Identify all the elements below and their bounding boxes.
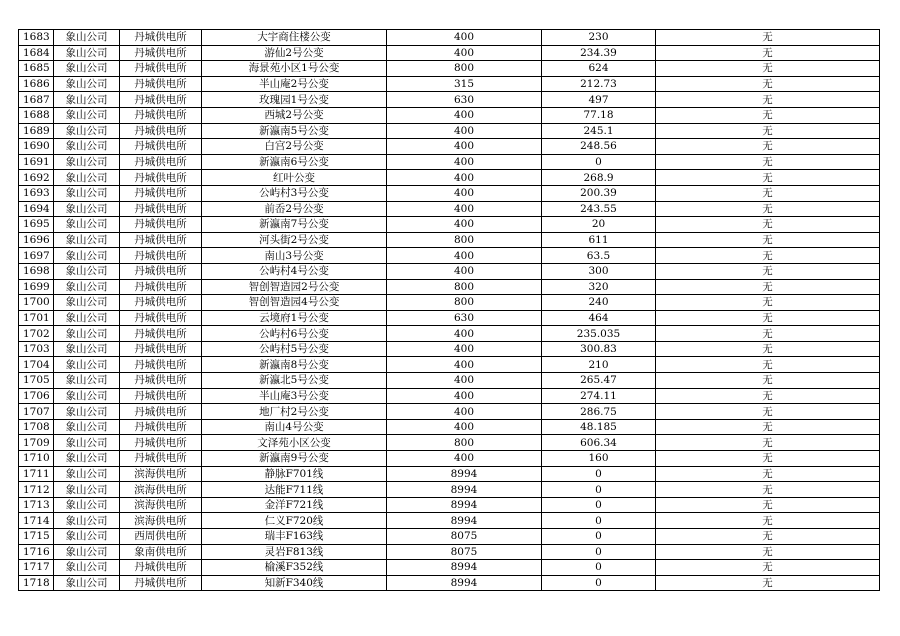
table-row (19, 217, 880, 233)
note-cell: 无 (656, 92, 880, 108)
station-cell: 西周供电所 (120, 529, 202, 545)
value-cell: 243.55 (542, 201, 656, 217)
name-cell: 新瀛南9号公变 (202, 451, 387, 467)
row-number: 1693 (19, 185, 54, 201)
value-cell: 200.39 (542, 185, 656, 201)
note-cell: 无 (656, 30, 880, 46)
company-cell: 象山公司 (54, 295, 120, 311)
station-cell: 丹城供电所 (120, 201, 202, 217)
station-cell: 丹城供电所 (120, 248, 202, 264)
value-cell: 235.035 (542, 326, 656, 342)
capacity-cell: 400 (387, 341, 542, 357)
capacity-cell: 630 (387, 92, 542, 108)
row-number: 1699 (19, 279, 54, 295)
name-cell: 知新F340线 (202, 575, 387, 591)
table-row (19, 388, 880, 404)
value-cell: 160 (542, 451, 656, 467)
company-cell: 象山公司 (54, 560, 120, 576)
station-cell: 丹城供电所 (120, 357, 202, 373)
table-row (19, 560, 880, 576)
station-cell: 丹城供电所 (120, 107, 202, 123)
note-cell: 无 (656, 451, 880, 467)
value-cell: 240 (542, 295, 656, 311)
capacity-cell: 400 (387, 248, 542, 264)
company-cell: 象山公司 (54, 451, 120, 467)
company-cell: 象山公司 (54, 326, 120, 342)
name-cell: 海景苑小区1号公变 (202, 61, 387, 77)
value-cell: 245.1 (542, 123, 656, 139)
company-cell: 象山公司 (54, 232, 120, 248)
note-cell: 无 (656, 154, 880, 170)
value-cell: 286.75 (542, 404, 656, 420)
station-cell: 丹城供电所 (120, 451, 202, 467)
value-cell: 0 (542, 466, 656, 482)
row-number: 1708 (19, 419, 54, 435)
station-cell: 丹城供电所 (120, 123, 202, 139)
name-cell: 公屿村5号公变 (202, 341, 387, 357)
name-cell: 榆溪F352线 (202, 560, 387, 576)
note-cell: 无 (656, 279, 880, 295)
note-cell: 无 (656, 326, 880, 342)
company-cell: 象山公司 (54, 279, 120, 295)
station-cell: 丹城供电所 (120, 154, 202, 170)
company-cell: 象山公司 (54, 76, 120, 92)
company-cell: 象山公司 (54, 357, 120, 373)
capacity-cell: 400 (387, 217, 542, 233)
note-cell: 无 (656, 61, 880, 77)
note-cell: 无 (656, 295, 880, 311)
name-cell: 南山4号公变 (202, 419, 387, 435)
note-cell: 无 (656, 107, 880, 123)
value-cell: 0 (542, 529, 656, 545)
station-cell: 丹城供电所 (120, 295, 202, 311)
row-number: 1718 (19, 575, 54, 591)
row-number: 1697 (19, 248, 54, 264)
station-cell: 象南供电所 (120, 544, 202, 560)
name-cell: 河头街2号公变 (202, 232, 387, 248)
table-row (19, 373, 880, 389)
value-cell: 234.39 (542, 45, 656, 61)
row-number: 1694 (19, 201, 54, 217)
station-cell: 丹城供电所 (120, 419, 202, 435)
company-cell: 象山公司 (54, 139, 120, 155)
capacity-cell: 8994 (387, 482, 542, 498)
name-cell: 瑞丰F163线 (202, 529, 387, 545)
company-cell: 象山公司 (54, 544, 120, 560)
table-row (19, 435, 880, 451)
value-cell: 230 (542, 30, 656, 46)
name-cell: 新瀛南6号公变 (202, 154, 387, 170)
station-cell: 丹城供电所 (120, 217, 202, 233)
company-cell: 象山公司 (54, 61, 120, 77)
station-cell: 丹城供电所 (120, 310, 202, 326)
name-cell: 静脉F701线 (202, 466, 387, 482)
row-number: 1714 (19, 513, 54, 529)
note-cell: 无 (656, 248, 880, 264)
table-row (19, 497, 880, 513)
table-row (19, 263, 880, 279)
company-cell: 象山公司 (54, 154, 120, 170)
company-cell: 象山公司 (54, 107, 120, 123)
row-number: 1716 (19, 544, 54, 560)
note-cell: 无 (656, 466, 880, 482)
note-cell: 无 (656, 123, 880, 139)
row-number: 1704 (19, 357, 54, 373)
note-cell: 无 (656, 201, 880, 217)
capacity-cell: 400 (387, 373, 542, 389)
company-cell: 象山公司 (54, 575, 120, 591)
name-cell: 大宇商住楼公变 (202, 30, 387, 46)
name-cell: 云境府1号公变 (202, 310, 387, 326)
row-number: 1713 (19, 497, 54, 513)
company-cell: 象山公司 (54, 30, 120, 46)
name-cell: 灵岩F813线 (202, 544, 387, 560)
station-cell: 丹城供电所 (120, 170, 202, 186)
company-cell: 象山公司 (54, 92, 120, 108)
row-number: 1690 (19, 139, 54, 155)
name-cell: 红叶公变 (202, 170, 387, 186)
value-cell: 464 (542, 310, 656, 326)
table-row (19, 45, 880, 61)
station-cell: 丹城供电所 (120, 92, 202, 108)
row-number: 1703 (19, 341, 54, 357)
table-row (19, 451, 880, 467)
row-number: 1683 (19, 30, 54, 46)
capacity-cell: 400 (387, 154, 542, 170)
table-row (19, 139, 880, 155)
row-number: 1687 (19, 92, 54, 108)
table-row (19, 232, 880, 248)
station-cell: 滨海供电所 (120, 466, 202, 482)
row-number: 1684 (19, 45, 54, 61)
capacity-cell: 400 (387, 123, 542, 139)
name-cell: 白宫2号公变 (202, 139, 387, 155)
note-cell: 无 (656, 419, 880, 435)
table-row (19, 357, 880, 373)
value-cell: 210 (542, 357, 656, 373)
station-cell: 丹城供电所 (120, 404, 202, 420)
station-cell: 丹城供电所 (120, 76, 202, 92)
note-cell: 无 (656, 435, 880, 451)
note-cell: 无 (656, 217, 880, 233)
capacity-cell: 400 (387, 419, 542, 435)
table-row (19, 154, 880, 170)
name-cell: 地厂村2号公变 (202, 404, 387, 420)
table-row (19, 92, 880, 108)
name-cell: 玫瑰园1号公变 (202, 92, 387, 108)
data-table (18, 29, 880, 591)
row-number: 1696 (19, 232, 54, 248)
value-cell: 624 (542, 61, 656, 77)
name-cell: 文泽苑小区公变 (202, 435, 387, 451)
table-row (19, 466, 880, 482)
capacity-cell: 8994 (387, 497, 542, 513)
table-row (19, 248, 880, 264)
capacity-cell: 400 (387, 388, 542, 404)
row-number: 1710 (19, 451, 54, 467)
table-row (19, 170, 880, 186)
capacity-cell: 400 (387, 326, 542, 342)
capacity-cell: 800 (387, 279, 542, 295)
value-cell: 0 (542, 154, 656, 170)
table-row (19, 326, 880, 342)
company-cell: 象山公司 (54, 123, 120, 139)
company-cell: 象山公司 (54, 217, 120, 233)
note-cell: 无 (656, 185, 880, 201)
name-cell: 新瀛南5号公变 (202, 123, 387, 139)
station-cell: 丹城供电所 (120, 279, 202, 295)
capacity-cell: 400 (387, 185, 542, 201)
capacity-cell: 400 (387, 45, 542, 61)
note-cell: 无 (656, 497, 880, 513)
name-cell: 达能F711线 (202, 482, 387, 498)
table-row (19, 575, 880, 591)
row-number: 1692 (19, 170, 54, 186)
name-cell: 新瀛南8号公变 (202, 357, 387, 373)
table-row (19, 419, 880, 435)
value-cell: 611 (542, 232, 656, 248)
note-cell: 无 (656, 139, 880, 155)
capacity-cell: 315 (387, 76, 542, 92)
value-cell: 300.83 (542, 341, 656, 357)
company-cell: 象山公司 (54, 341, 120, 357)
station-cell: 丹城供电所 (120, 263, 202, 279)
company-cell: 象山公司 (54, 529, 120, 545)
name-cell: 半山庵2号公变 (202, 76, 387, 92)
row-number: 1686 (19, 76, 54, 92)
table-row (19, 529, 880, 545)
value-cell: 606.34 (542, 435, 656, 451)
company-cell: 象山公司 (54, 45, 120, 61)
company-cell: 象山公司 (54, 373, 120, 389)
value-cell: 0 (542, 560, 656, 576)
station-cell: 丹城供电所 (120, 435, 202, 451)
capacity-cell: 8994 (387, 560, 542, 576)
capacity-cell: 800 (387, 232, 542, 248)
value-cell: 212.73 (542, 76, 656, 92)
name-cell: 公屿村4号公变 (202, 263, 387, 279)
company-cell: 象山公司 (54, 248, 120, 264)
note-cell: 无 (656, 482, 880, 498)
capacity-cell: 630 (387, 310, 542, 326)
row-number: 1706 (19, 388, 54, 404)
table-row (19, 107, 880, 123)
station-cell: 丹城供电所 (120, 388, 202, 404)
company-cell: 象山公司 (54, 513, 120, 529)
value-cell: 274.11 (542, 388, 656, 404)
station-cell: 丹城供电所 (120, 326, 202, 342)
table-row (19, 61, 880, 77)
table-row (19, 341, 880, 357)
value-cell: 0 (542, 497, 656, 513)
capacity-cell: 8994 (387, 575, 542, 591)
row-number: 1695 (19, 217, 54, 233)
company-cell: 象山公司 (54, 185, 120, 201)
station-cell: 滨海供电所 (120, 482, 202, 498)
station-cell: 丹城供电所 (120, 45, 202, 61)
name-cell: 前岙2号公变 (202, 201, 387, 217)
capacity-cell: 8075 (387, 544, 542, 560)
capacity-cell: 400 (387, 30, 542, 46)
company-cell: 象山公司 (54, 201, 120, 217)
note-cell: 无 (656, 341, 880, 357)
capacity-cell: 400 (387, 263, 542, 279)
value-cell: 248.56 (542, 139, 656, 155)
capacity-cell: 8075 (387, 529, 542, 545)
station-cell: 丹城供电所 (120, 575, 202, 591)
row-number: 1705 (19, 373, 54, 389)
station-cell: 丹城供电所 (120, 185, 202, 201)
capacity-cell: 8994 (387, 513, 542, 529)
note-cell: 无 (656, 263, 880, 279)
capacity-cell: 400 (387, 139, 542, 155)
name-cell: 仁义F720线 (202, 513, 387, 529)
table-row (19, 482, 880, 498)
value-cell: 63.5 (542, 248, 656, 264)
table-row (19, 76, 880, 92)
company-cell: 象山公司 (54, 419, 120, 435)
row-number: 1698 (19, 263, 54, 279)
capacity-cell: 400 (387, 357, 542, 373)
value-cell: 0 (542, 513, 656, 529)
name-cell: 智创智造园4号公变 (202, 295, 387, 311)
note-cell: 无 (656, 513, 880, 529)
station-cell: 滨海供电所 (120, 497, 202, 513)
row-number: 1685 (19, 61, 54, 77)
note-cell: 无 (656, 45, 880, 61)
capacity-cell: 800 (387, 295, 542, 311)
name-cell: 智创智造园2号公变 (202, 279, 387, 295)
row-number: 1709 (19, 435, 54, 451)
name-cell: 新瀛北5号公变 (202, 373, 387, 389)
station-cell: 丹城供电所 (120, 139, 202, 155)
row-number: 1715 (19, 529, 54, 545)
company-cell: 象山公司 (54, 310, 120, 326)
note-cell: 无 (656, 575, 880, 591)
value-cell: 0 (542, 482, 656, 498)
note-cell: 无 (656, 544, 880, 560)
capacity-cell: 400 (387, 107, 542, 123)
table-row (19, 404, 880, 420)
note-cell: 无 (656, 76, 880, 92)
table-row (19, 295, 880, 311)
note-cell: 无 (656, 529, 880, 545)
value-cell: 268.9 (542, 170, 656, 186)
table-row (19, 123, 880, 139)
note-cell: 无 (656, 232, 880, 248)
station-cell: 丹城供电所 (120, 373, 202, 389)
name-cell: 公屿村6号公变 (202, 326, 387, 342)
station-cell: 滨海供电所 (120, 513, 202, 529)
company-cell: 象山公司 (54, 388, 120, 404)
row-number: 1711 (19, 466, 54, 482)
company-cell: 象山公司 (54, 497, 120, 513)
name-cell: 南山3号公变 (202, 248, 387, 264)
note-cell: 无 (656, 388, 880, 404)
note-cell: 无 (656, 373, 880, 389)
name-cell: 半山庵3号公变 (202, 388, 387, 404)
capacity-cell: 400 (387, 404, 542, 420)
note-cell: 无 (656, 560, 880, 576)
table-row (19, 310, 880, 326)
company-cell: 象山公司 (54, 482, 120, 498)
value-cell: 0 (542, 575, 656, 591)
value-cell: 497 (542, 92, 656, 108)
station-cell: 丹城供电所 (120, 560, 202, 576)
station-cell: 丹城供电所 (120, 30, 202, 46)
row-number: 1691 (19, 154, 54, 170)
table-row (19, 279, 880, 295)
station-cell: 丹城供电所 (120, 341, 202, 357)
name-cell: 金洋F721线 (202, 497, 387, 513)
row-number: 1717 (19, 560, 54, 576)
row-number: 1701 (19, 310, 54, 326)
company-cell: 象山公司 (54, 404, 120, 420)
note-cell: 无 (656, 404, 880, 420)
table-row (19, 30, 880, 46)
row-number: 1688 (19, 107, 54, 123)
note-cell: 无 (656, 310, 880, 326)
station-cell: 丹城供电所 (120, 61, 202, 77)
value-cell: 0 (542, 544, 656, 560)
value-cell: 48.185 (542, 419, 656, 435)
company-cell: 象山公司 (54, 170, 120, 186)
company-cell: 象山公司 (54, 263, 120, 279)
table-row (19, 185, 880, 201)
value-cell: 77.18 (542, 107, 656, 123)
name-cell: 新瀛南7号公变 (202, 217, 387, 233)
note-cell: 无 (656, 357, 880, 373)
row-number: 1712 (19, 482, 54, 498)
row-number: 1707 (19, 404, 54, 420)
capacity-cell: 800 (387, 435, 542, 451)
row-number: 1700 (19, 295, 54, 311)
value-cell: 20 (542, 217, 656, 233)
capacity-cell: 400 (387, 201, 542, 217)
table-row (19, 544, 880, 560)
value-cell: 265.47 (542, 373, 656, 389)
row-number: 1689 (19, 123, 54, 139)
table-row (19, 201, 880, 217)
note-cell: 无 (656, 170, 880, 186)
name-cell: 公屿村3号公变 (202, 185, 387, 201)
value-cell: 300 (542, 263, 656, 279)
capacity-cell: 400 (387, 451, 542, 467)
company-cell: 象山公司 (54, 435, 120, 451)
name-cell: 西城2号公变 (202, 107, 387, 123)
capacity-cell: 800 (387, 61, 542, 77)
company-cell: 象山公司 (54, 466, 120, 482)
capacity-cell: 8994 (387, 466, 542, 482)
table-body (19, 30, 880, 591)
capacity-cell: 400 (387, 170, 542, 186)
station-cell: 丹城供电所 (120, 232, 202, 248)
row-number: 1702 (19, 326, 54, 342)
table-row (19, 513, 880, 529)
name-cell: 游仙2号公变 (202, 45, 387, 61)
value-cell: 320 (542, 279, 656, 295)
